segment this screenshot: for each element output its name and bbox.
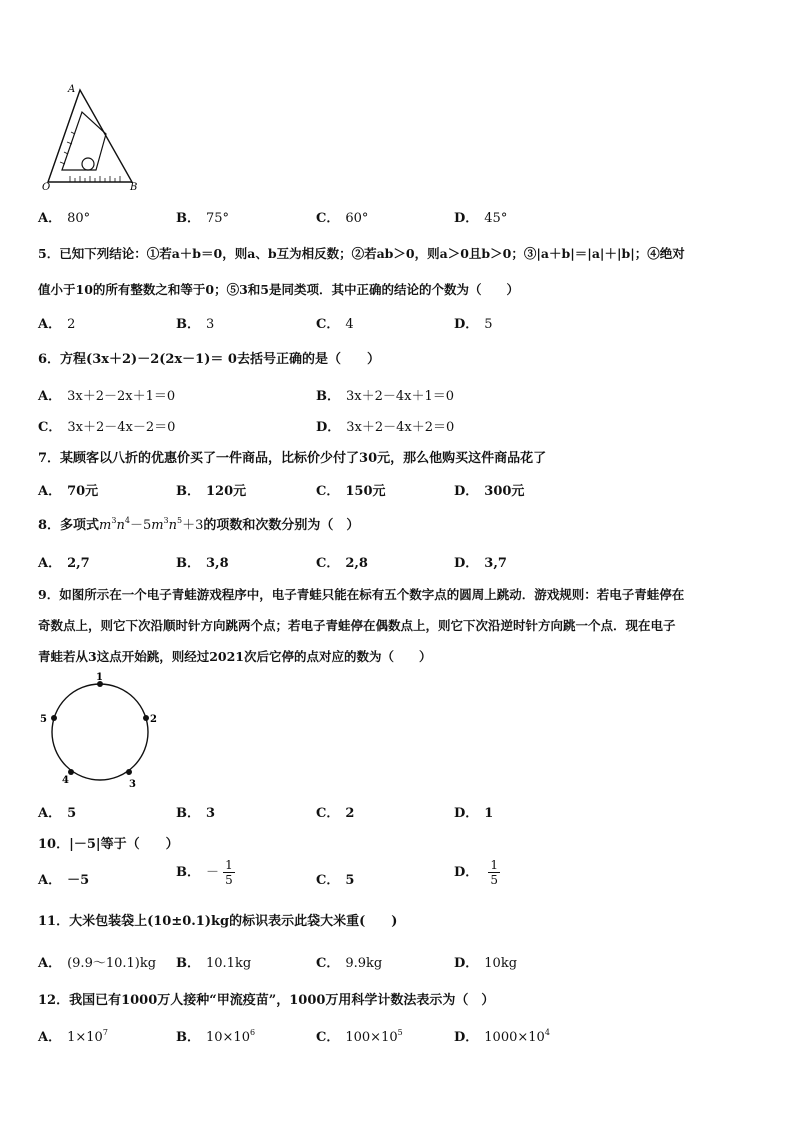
point-label-1: 1 (96, 672, 103, 683)
q11-option-a[interactable]: A． (9.9～10.1)kg (38, 956, 157, 971)
protractor-hole (82, 158, 94, 170)
q8-stem: 8．多项式$m^3n^4-5m^3n^5+3$的项数和次数分别为（ ） (38, 516, 360, 533)
q8-option-c[interactable]: C． 2,8 (316, 556, 368, 571)
label-a: A (68, 84, 76, 95)
q9-stem-line1: 9．如图所示在一个电子青蛙游戏程序中，电子青蛙只能在标有五个数字点的圆周上跳动．游戏规则：若电子青蛙停在 (38, 587, 685, 602)
q8-option-d[interactable]: D． 3,7 (454, 556, 507, 571)
q7-option-b[interactable]: B． 120元 (176, 484, 247, 499)
label-b: B (130, 182, 138, 193)
q4-option-d[interactable]: D． 45° (454, 211, 508, 226)
point-2 (143, 715, 149, 721)
q5-option-a[interactable]: A． 2 (38, 317, 76, 332)
q4-option-a[interactable]: A． 80° (38, 211, 91, 226)
q8-option-b[interactable]: B． 3,8 (176, 556, 229, 571)
q9-option-a[interactable]: A． 5 (38, 806, 77, 821)
point-3 (126, 769, 132, 775)
q9-option-b[interactable]: B． 3 (176, 806, 216, 821)
q7-option-c[interactable]: C． 150元 (316, 484, 386, 499)
q4-option-b[interactable]: B． 75° (176, 211, 230, 226)
q9-stem-line2: 奇数点上，则它下次沿顺时针方向跳两个点；若电子青蛙停在偶数点上，则它下次沿逆时针方向跳一个点．现在电子 (38, 618, 676, 633)
q5-stem-line1: 5．已知下列结论：①若a＋b＝0，则a、b互为相反数；②若ab＞0，则a＞0且b＞0；③|a＋b|＝|a|＋|b|；④绝对 (38, 246, 685, 261)
q5-stem-line2: 值小于10的所有整数之和等于0；⑤3和5是同类项．其中正确的结论的个数为（ ） (38, 282, 519, 297)
fraction-one-fifth: $\frac{1}{5}$ (225, 858, 233, 887)
q9-option-c[interactable]: C． 2 (316, 806, 355, 821)
point-5 (51, 715, 57, 721)
point-label-4: 4 (62, 775, 69, 786)
frog-circle-figure (36, 672, 166, 794)
q11-stem: 11．大米包装袋上(10±0.1)kg的标识表示此袋大米重( ) (38, 914, 398, 929)
q5-option-c[interactable]: C． 4 (316, 317, 354, 332)
q6-option-d[interactable]: D． 3x＋2－4x＋2＝0 (316, 420, 455, 435)
q12-option-a[interactable]: A． $1\times 10^7$ (38, 1028, 108, 1045)
q12-option-c[interactable]: C． $100\times 10^5$ (316, 1028, 403, 1045)
q10-option-a[interactable]: A． －5 (38, 873, 90, 888)
fraction-one-fifth: $\frac{1}{5}$ (490, 858, 499, 887)
q9-stem-line3: 青蛙若从3这点开始跳，则经过2021次后它停的点对应的数为（ ） (38, 649, 432, 664)
q11-option-d[interactable]: D． 10kg (454, 956, 518, 971)
q7-option-a[interactable]: A． 70元 (38, 484, 99, 499)
q8-polynomial: $m^3n^4-5m^3n^5+3$ (99, 516, 204, 533)
q12-stem: 12．我国已有1000万人接种“甲流疫苗”，1000万用科学计数法表示为（ ） (38, 993, 495, 1008)
point-label-3: 3 (129, 779, 136, 790)
q6-stem: 6．方程(3x＋2)－2(2x－1)＝ 0去括号正确的是（ ） (38, 352, 380, 367)
q4-option-c[interactable]: C． 60° (316, 211, 369, 226)
q7-stem: 7．某顾客以八折的优惠价买了一件商品，比标价少付了30元，那么他购买这件商品花了 (38, 451, 547, 466)
set-square-figure (40, 82, 150, 194)
q10-option-c[interactable]: C． 5 (316, 873, 355, 888)
q5-option-d[interactable]: D． 5 (454, 317, 493, 332)
q11-option-c[interactable]: C． 9.9kg (316, 956, 383, 971)
q10-stem: 10．|－5|等于（ ） (38, 837, 179, 852)
q9-option-d[interactable]: D． 1 (454, 806, 494, 821)
q10-option-d[interactable]: D． $\frac{1}{5}$ (454, 858, 499, 887)
q10-option-b[interactable]: B． － $\frac{1}{5}$ (176, 858, 233, 887)
q12-option-b[interactable]: B． $10\times 10^6$ (176, 1028, 256, 1045)
q6-option-a[interactable]: A． 3x＋2－2x＋1＝0 (38, 389, 176, 404)
q7-option-d[interactable]: D． 300元 (454, 484, 525, 499)
q5-option-b[interactable]: B． 3 (176, 317, 215, 332)
q11-option-b[interactable]: B． 10.1kg (176, 956, 252, 971)
point-label-2: 2 (150, 714, 157, 725)
q12-option-d[interactable]: D． $1000\times 10^4$ (454, 1028, 550, 1045)
point-label-5: 5 (40, 714, 47, 725)
label-o: O (42, 182, 51, 193)
q6-option-b[interactable]: B． 3x＋2－4x＋1＝0 (316, 389, 455, 404)
q6-option-c[interactable]: C． 3x＋2－4x－2＝0 (38, 420, 176, 435)
q8-option-a[interactable]: A． 2,7 (38, 556, 90, 571)
